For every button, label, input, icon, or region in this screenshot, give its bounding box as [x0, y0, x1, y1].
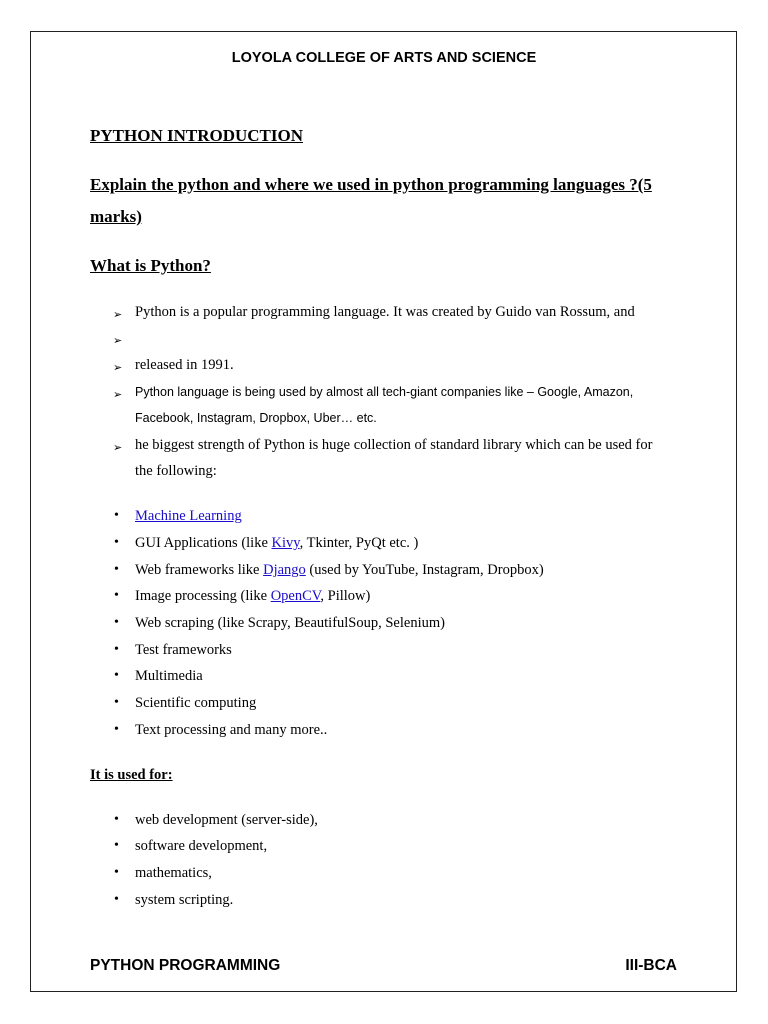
bullet-icon: • — [114, 562, 119, 577]
used-for-item: software development, — [135, 838, 268, 854]
arrow-item-released: released in 1991. — [135, 357, 234, 373]
list-item-web — [135, 562, 544, 579]
list-item-text: Text processing and many more.. — [135, 722, 328, 738]
arrow-bullet-icon: ➢ — [113, 335, 123, 347]
arrow-bullet-icon: ➢ — [113, 362, 123, 374]
used-for-heading: It is used for: — [90, 767, 173, 783]
question-heading-line1: Explain the python and where we used in python programming languages ?(5 — [90, 175, 652, 194]
arrow-item-companies-line1: Python language is being used by almost all tech-giant companies like – Google, Amazon, — [135, 385, 634, 399]
used-for-item: mathematics, — [135, 865, 212, 881]
list-item-image — [135, 588, 370, 605]
list-item-gui-suffix: , Tkinter, PyQt etc. ) — [299, 535, 419, 551]
bullet-icon: • — [114, 838, 119, 853]
bullet-icon: • — [114, 668, 119, 683]
list-item-image-prefix: Image processing (like — [135, 588, 271, 604]
bullet-icon: • — [114, 508, 119, 523]
footer-class: III-BCA — [625, 957, 677, 974]
what-is-python-heading: What is Python? — [90, 256, 211, 275]
list-item-image-suffix: , Pillow) — [320, 588, 371, 604]
kivy-link[interactable]: Kivy — [271, 535, 300, 551]
bullet-icon: • — [114, 892, 119, 907]
arrow-item-strength-line1: he biggest strength of Python is huge collection of standard library which can be used for — [135, 437, 653, 453]
used-for-item: web development (server-side), — [135, 812, 318, 828]
bullet-icon: • — [114, 642, 119, 657]
bullet-icon: • — [114, 535, 119, 550]
arrow-item-strength-line2: the following: — [135, 463, 217, 479]
list-item-test: Test frameworks — [135, 642, 232, 658]
bullet-icon: • — [114, 812, 119, 827]
bullet-icon: • — [114, 865, 119, 880]
list-item-web-prefix: Web frameworks like — [135, 562, 264, 578]
arrow-item-companies-line2: Facebook, Instagram, Dropbox, Uber… etc. — [135, 411, 377, 425]
django-link[interactable]: Django — [263, 562, 306, 578]
college-header: LOYOLA COLLEGE OF ARTS AND SCIENCE — [231, 50, 537, 66]
arrow-bullet-icon: ➢ — [113, 309, 123, 321]
list-item-multimedia: Multimedia — [135, 668, 203, 684]
arrow-bullet-icon: ➢ — [113, 389, 123, 401]
used-for-item: system scripting. — [135, 892, 234, 908]
bullet-icon: • — [114, 615, 119, 630]
arrow-bullet-icon: ➢ — [113, 442, 123, 454]
bullet-icon: • — [114, 695, 119, 710]
list-item-scraping: Web scraping (like Scrapy, BeautifulSoup, Selenium) — [135, 615, 445, 631]
bullet-icon: • — [114, 722, 119, 737]
opencv-link[interactable]: OpenCV — [270, 588, 321, 604]
footer-course: PYTHON PROGRAMMING — [90, 957, 281, 974]
list-item-gui-prefix: GUI Applications (like — [135, 535, 272, 551]
list-item-scientific: Scientific computing — [135, 695, 257, 711]
arrow-item-created: Python is a popular programming language. It was created by Guido van Rossum, and — [135, 304, 635, 320]
list-item-web-suffix: (used by YouTube, Instagram, Dropbox) — [305, 562, 544, 578]
bullet-icon: • — [114, 588, 119, 603]
list-item-gui — [135, 535, 418, 552]
question-heading-line2: marks) — [90, 207, 142, 226]
machine-learning-link[interactable]: Machine Learning — [135, 508, 242, 524]
section-heading-intro: PYTHON INTRODUCTION — [90, 126, 303, 145]
